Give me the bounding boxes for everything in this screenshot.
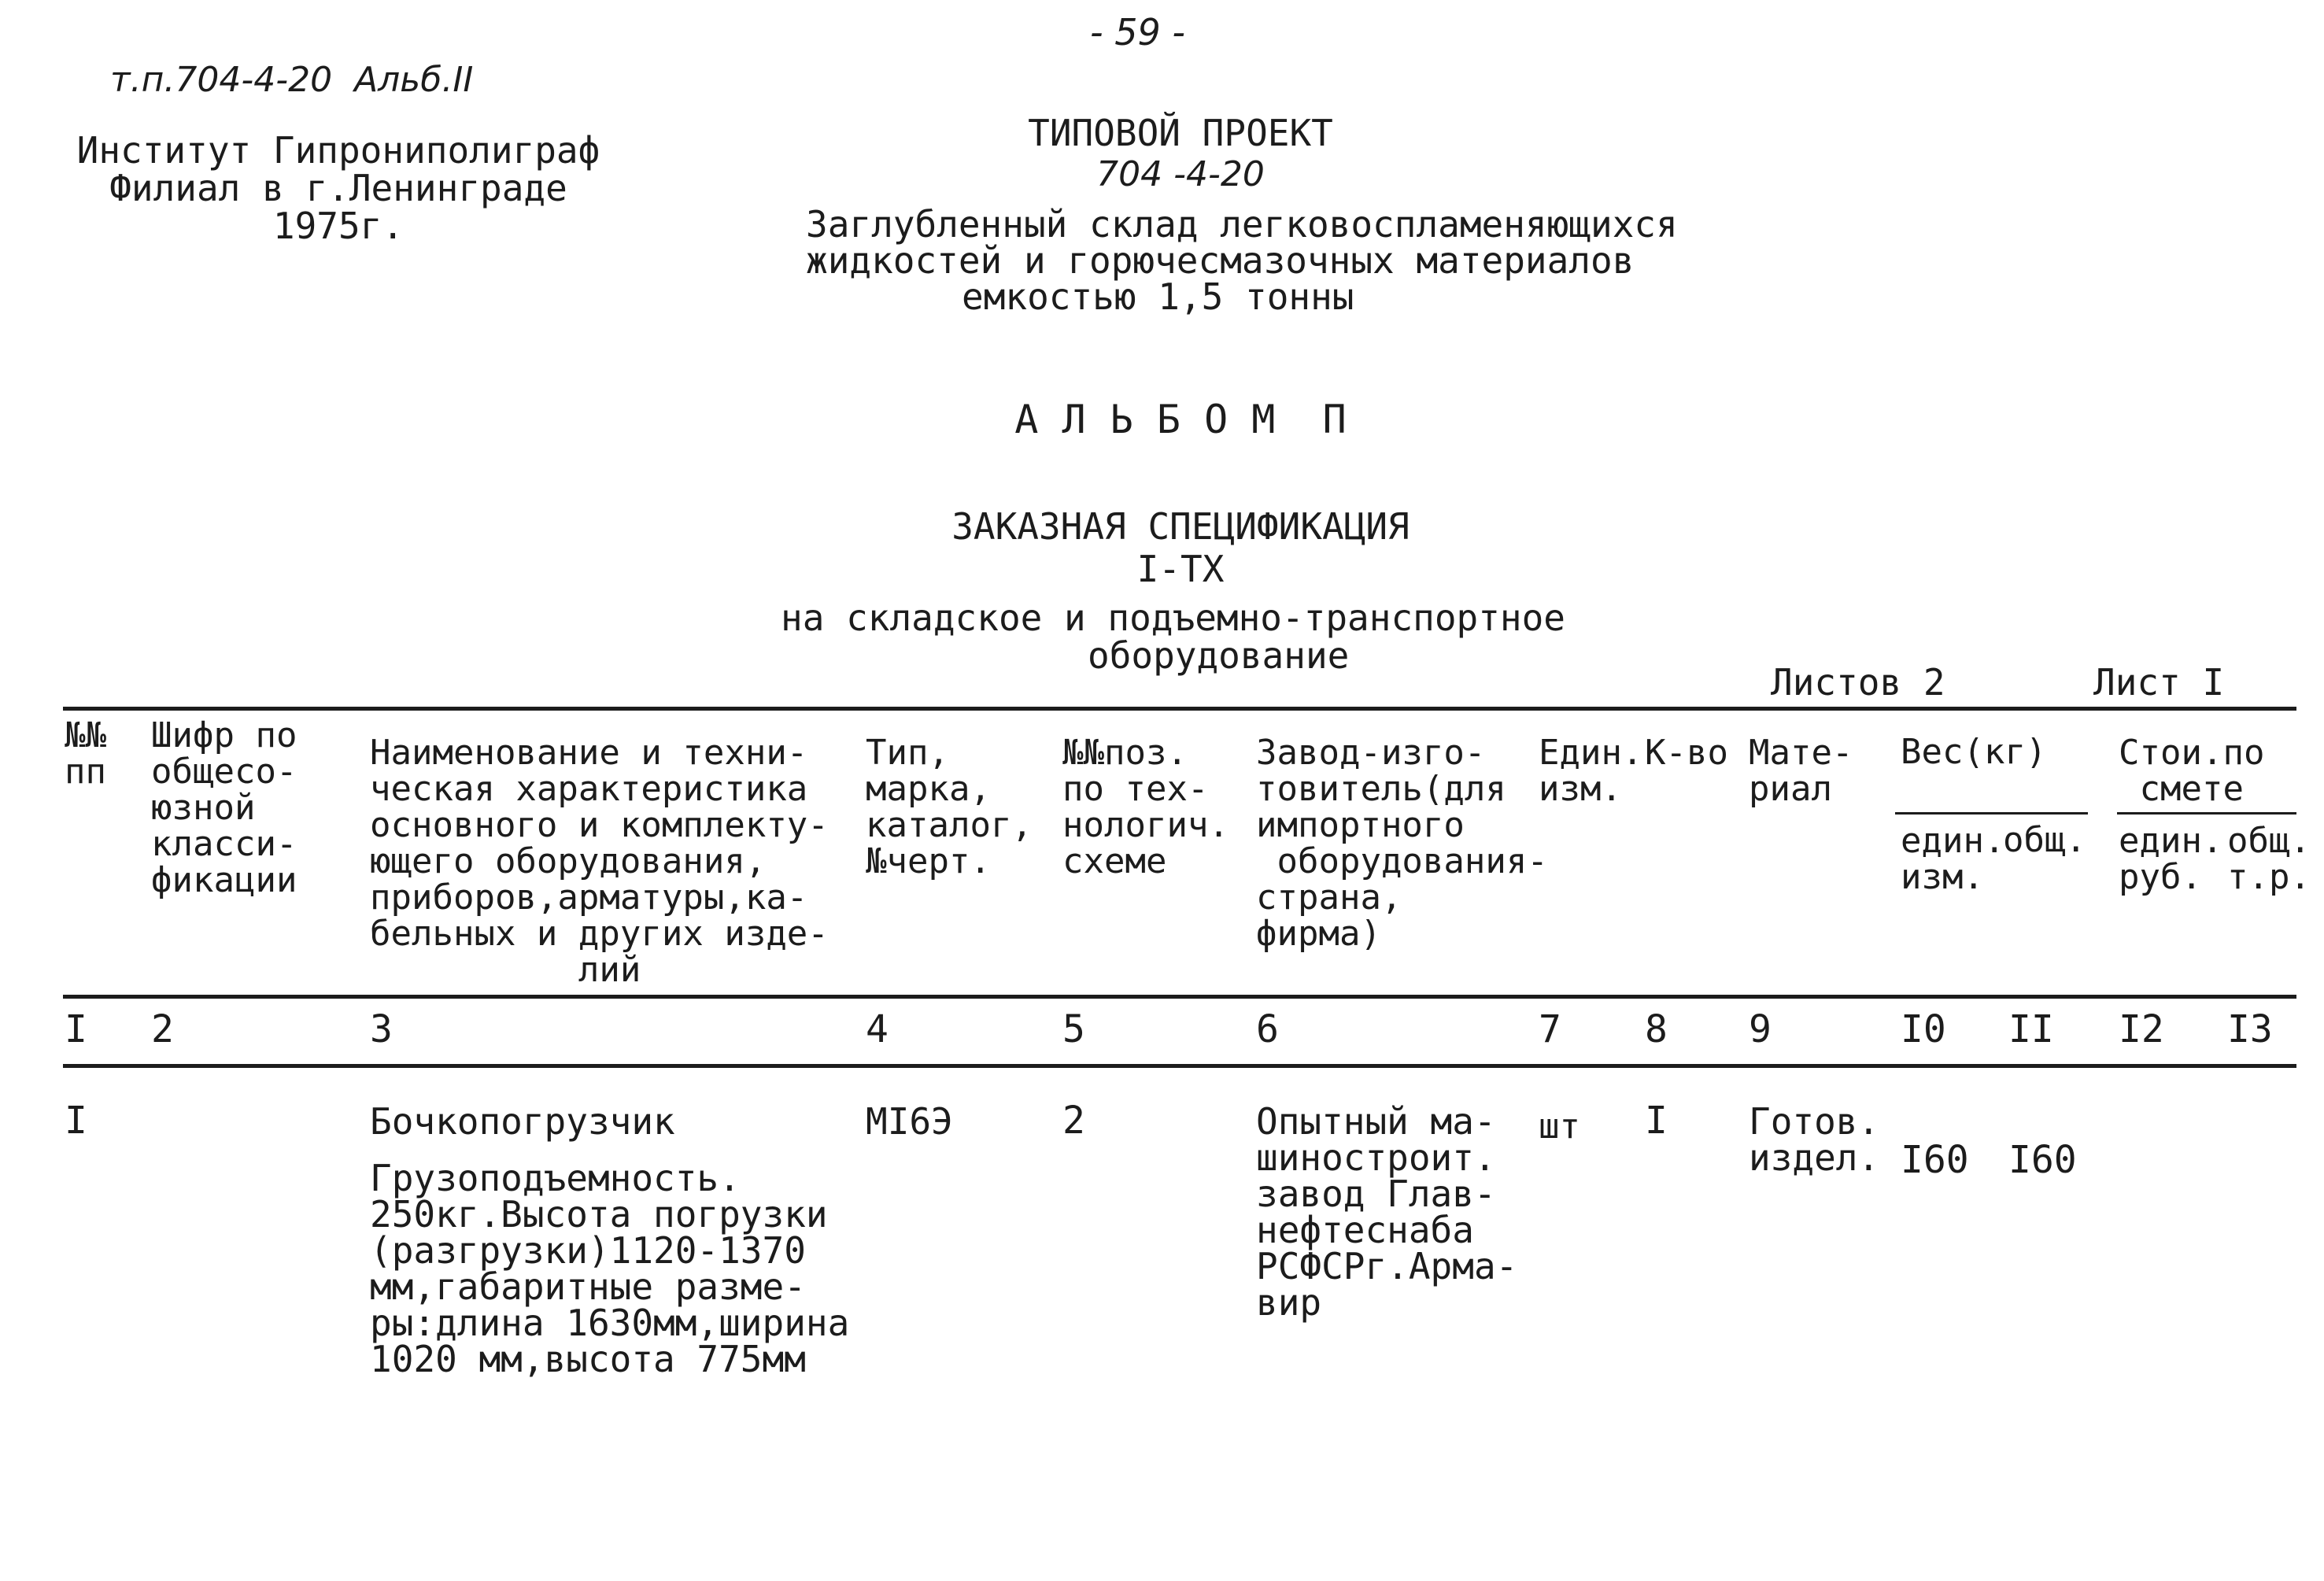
header-quantity: К-во xyxy=(1645,733,1728,773)
project-title-line2: жидкостей и горючесмазочных материалов xyxy=(806,239,1635,282)
column-number: 5 xyxy=(1062,1007,1085,1051)
header-cost-unit: един. руб. xyxy=(2119,821,2223,897)
project-title-line3: емкостью 1,5 тонны xyxy=(962,275,1354,318)
header-material: Мате- риал xyxy=(1749,733,1853,809)
row-unit: шт xyxy=(1539,1106,1580,1147)
column-number: 6 xyxy=(1256,1007,1279,1051)
column-number: 8 xyxy=(1645,1007,1668,1051)
header-weight-total: общ. xyxy=(2003,820,2086,860)
row-material: Готов. издел. xyxy=(1749,1100,1880,1179)
header-scheme-position: №№поз. по тех- нологич. схеме xyxy=(1062,733,1229,881)
project-number: 704 -4-20 xyxy=(1096,154,1265,194)
project-label: ТИПОВОЙ ПРОЕКТ xyxy=(1028,112,1333,154)
album-title: А Л Ь Б О М П xyxy=(1014,397,1347,442)
spec-subtitle-line1: на складское и подъемно-транспортное xyxy=(781,597,1565,639)
row-quantity: I xyxy=(1645,1099,1668,1143)
institute-name: Институт Гипрониполиграф xyxy=(76,129,600,172)
header-weight-unit: един. изм. xyxy=(1901,821,2005,897)
header-row-number: №№ пп xyxy=(65,715,106,792)
sheets-total: Листов 2 xyxy=(1771,661,1945,704)
column-number: 3 xyxy=(370,1007,393,1051)
table-top-rule xyxy=(63,707,2296,711)
column-number: 4 xyxy=(866,1007,889,1051)
header-manufacturer: Завод-изго- товитель(для импортного оборудования- страна, фирма) xyxy=(1256,733,1548,954)
row-weight-total: I60 xyxy=(2008,1138,2077,1182)
spec-title: ЗАКАЗНАЯ СПЕЦИФИКАЦИЯ xyxy=(951,505,1410,548)
row-weight-unit: I60 xyxy=(1901,1138,1969,1182)
row-scheme-position: 2 xyxy=(1062,1099,1085,1143)
column-number: 7 xyxy=(1539,1007,1561,1051)
row-item-name: Бочкопогрузчик xyxy=(370,1100,675,1143)
column-numbers-rule xyxy=(63,1064,2296,1068)
column-number: I xyxy=(65,1007,87,1051)
project-title-line1: Заглубленный склад легковоспламеняющихся xyxy=(806,203,1678,246)
institute-year: 1975г. xyxy=(272,205,405,247)
header-name-description: Наименование и техни- ческая характеристика основного и комплекту- ющего оборудования, приборов,арматуры,ка- бельных и других изде- лий xyxy=(370,733,829,990)
row-item-description: Грузоподъемность. 250кг.Высота погрузки (разгрузки)1120-1370 мм,габаритные разме- ры:длина 1630мм,ширина 1020 мм,высота 775мм xyxy=(370,1157,850,1380)
header-classification-code: Шифр по общесо- юзной класси- фикации xyxy=(151,715,297,900)
weight-subheader-rule xyxy=(1895,812,2088,815)
column-number: 9 xyxy=(1749,1007,1772,1051)
column-number: 2 xyxy=(151,1007,174,1051)
cost-subheader-rule xyxy=(2117,812,2296,815)
column-number: I0 xyxy=(1901,1007,1946,1051)
header-bottom-rule xyxy=(63,995,2296,999)
document-stamp: т.п.704-4-20 Альб.II xyxy=(110,60,474,100)
header-cost-total: общ. т.р. xyxy=(2227,821,2311,897)
header-unit: Един. изм. xyxy=(1539,733,1643,809)
row-manufacturer: Опытный ма- шиностроит. завод Глав- нефтеснаба РСФСРг.Арма- вир xyxy=(1256,1100,1518,1324)
row-type-mark: МI6Э xyxy=(866,1100,953,1143)
spec-subtitle-line2: оборудование xyxy=(1088,634,1350,677)
header-type-mark: Тип, марка, каталог, №черт. xyxy=(866,733,1033,881)
column-number: II xyxy=(2008,1007,2054,1051)
sheet-current: Лист I xyxy=(2093,661,2225,704)
column-number: I2 xyxy=(2119,1007,2164,1051)
row-number: I xyxy=(65,1099,87,1143)
page-number: - 59 - xyxy=(1090,11,1185,54)
column-number: I3 xyxy=(2227,1007,2273,1051)
institute-branch: Филиал в г.Ленинграде xyxy=(109,167,567,209)
header-weight: Вес(кг) xyxy=(1901,732,2047,772)
header-cost: Стои.по смете xyxy=(2119,733,2265,809)
spec-code: I-ТХ xyxy=(1136,548,1225,590)
